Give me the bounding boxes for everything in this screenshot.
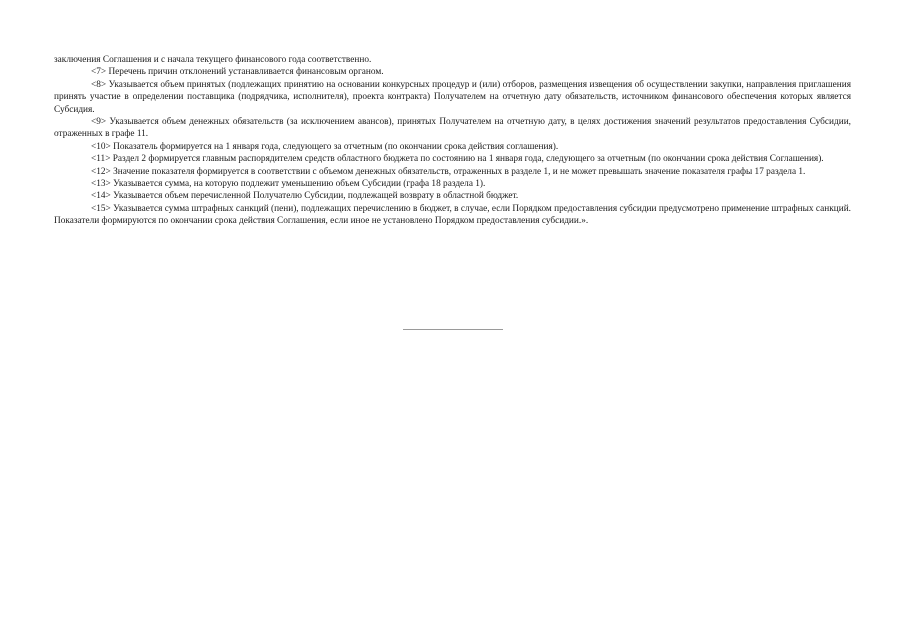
footnote-continuation: заключения Соглашения и с начала текущего финансового года соответственно. [54, 55, 372, 65]
footnote-15: <15> Указывается сумма штрафных санкций (пени), подлежащих перечислению в бюджет, в случае, если Порядком предоставления субсидии предусмотрено применение штрафных санкций. Показатели формируются по окончании срока действия Соглашения, если иное не установлено Порядком предоставления субсидии.». [54, 203, 851, 227]
footnote-12: <12> Значение показателя формируется в соответствии с объемом денежных обязательств, отраженных в разделе 1, и не может превышать значение показателя графы 17 раздела 1. [91, 166, 806, 177]
footnote-9: <9> Указывается объем денежных обязательств (за исключением авансов), принятых Получателем на отчетную дату, в целях достижения значений результатов предоставления Субсидии, отраженных в графе 11. [54, 117, 851, 140]
footnote-11: <11> Раздел 2 формируется главным распорядителем средств областного бюджета по состоянию на 1 января года, следующего за отчетным (по окончании срока действия Соглашения). [91, 154, 824, 165]
section-divider [403, 329, 503, 330]
footnote-8: <8> Указывается объем принятых (подлежащих принятию на основании конкурсных процедур и (или) отборов, размещения извещения об осуществлении закупки, направления приглашения принять участие в определении поставщика (подрядчика, исполнителя), проекта контракта) Получателем на отчетную дату обязательств, источником финансового обеспечения которых является Субсидия. [54, 79, 851, 115]
footnote-10: <10> Показатель формируется на 1 января года, следующего за отчетным (по окончании срока действия соглашения). [91, 141, 559, 152]
footnote-13: <13> Указывается сумма, на которую подлежит уменьшению объем Субсидии (графа 18 раздела 1). [91, 179, 486, 190]
footnotes-block [54, 54, 851, 228]
footnote-7: <7> Перечень причин отклонений устанавливается финансовым органом. [91, 67, 384, 78]
footnote-14: <14> Указывается объем перечисленной Получателю Субсидии, подлежащей возврату в областной бюджет. [91, 191, 519, 202]
